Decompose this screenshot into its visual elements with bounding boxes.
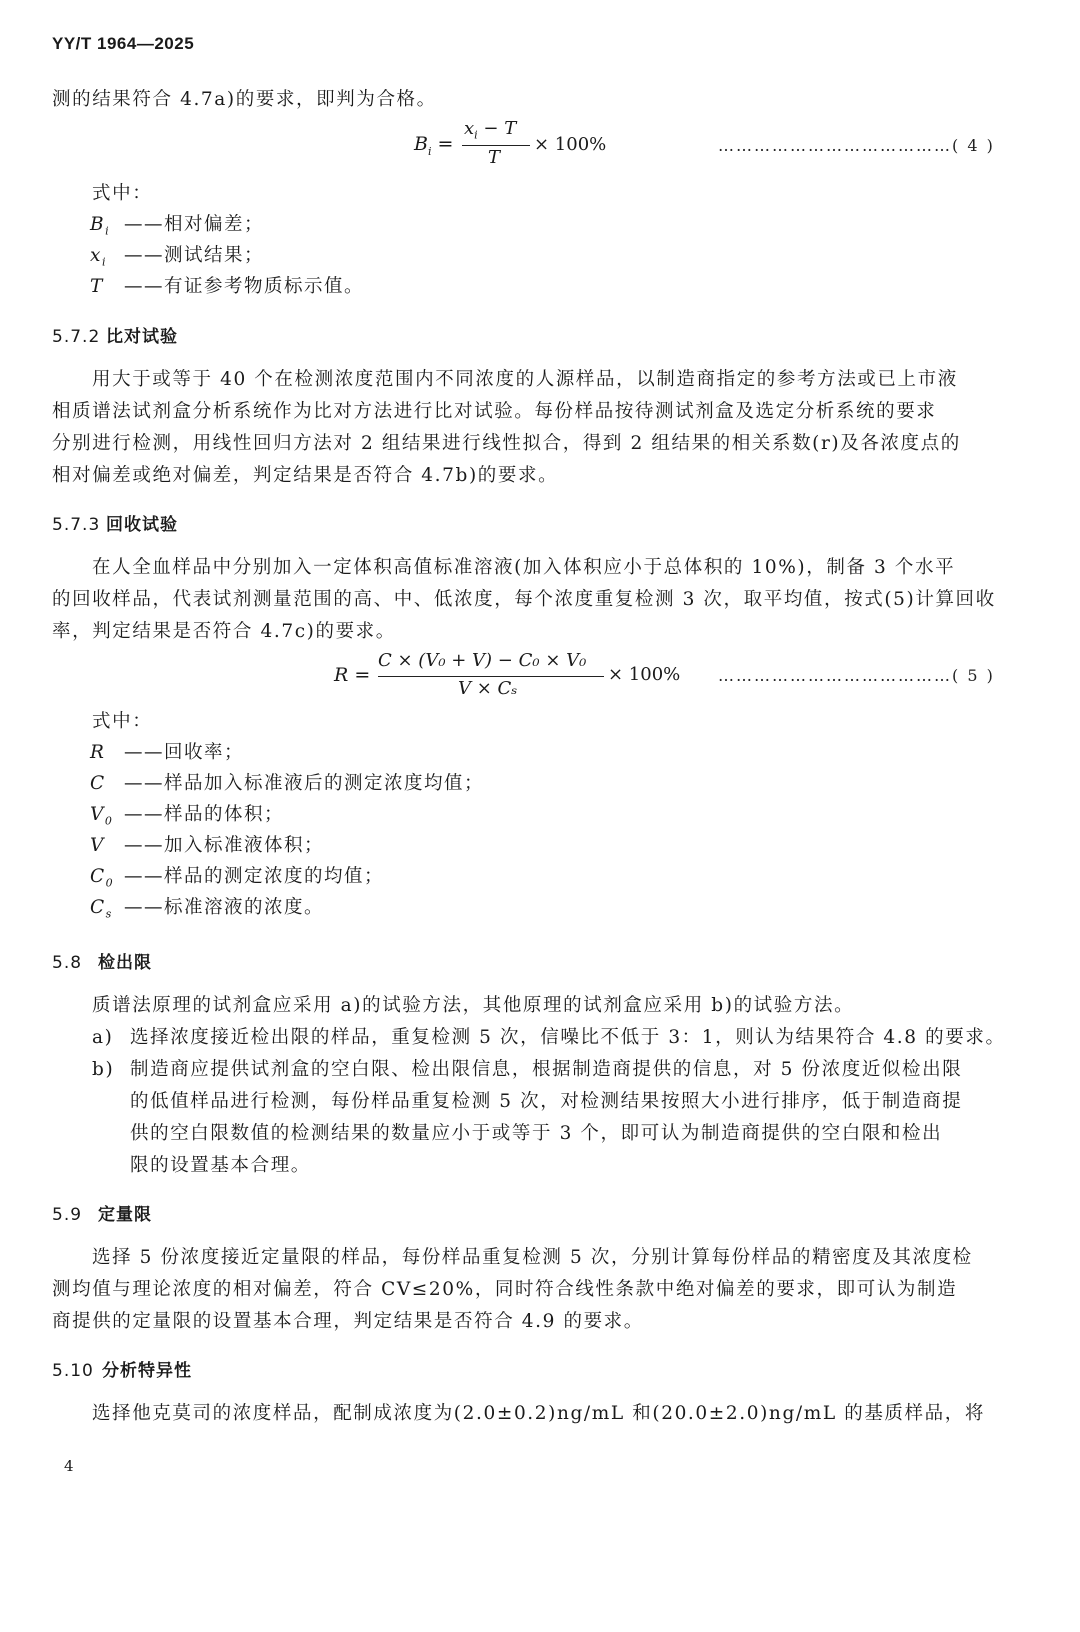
section-heading-5-9: 5.9 定量限 [52, 1205, 152, 1225]
document-code: YY/T 1964—2025 [52, 34, 195, 53]
eq4-denominator: T [488, 147, 501, 168]
eq5-denominator: V × Cₛ [458, 678, 518, 699]
list-item-a: a) 选择浓度接近检出限的样品，重复检测 5 次，信噪比不低于 3：1，则认为结果符合 4.8 的要求。 [92, 1027, 1006, 1048]
where-label-1: 式中： [92, 183, 153, 204]
eq4-number: …………………………………( 4 ) [718, 136, 995, 155]
list-item-b-continued: 限的设置基本合理。 [130, 1155, 311, 1176]
eq4-fraction [462, 118, 530, 172]
eq5-lhs: R = [334, 664, 371, 686]
paragraph-line: 选择 5 份浓度接近定量限的样品，每份样品重复检测 5 次，分别计算每份样品的精密度及其浓度检 [92, 1247, 973, 1268]
def-item: R ——回收率； [90, 742, 245, 763]
section-heading-5-8: 5.8 检出限 [52, 953, 152, 973]
def-item: $C_s$ ——标准溶液的浓度。 [90, 897, 325, 921]
eq4-fraction-bar [462, 145, 530, 146]
paragraph-line: 分别进行检测，用线性回归方法对 2 组结果进行线性拟合，得到 2 组结果的相关系数(r)及各浓度点的 [52, 433, 961, 454]
def-item: C ——样品加入标准液后的测定浓度均值； [90, 773, 485, 794]
section-heading-5-7-2: 5.7.2 比对试验 [52, 327, 178, 347]
eq5-fraction-bar [378, 676, 604, 677]
def-item: $C_0$ ——样品的测定浓度的均值； [90, 866, 385, 890]
eq5-fraction [378, 650, 604, 704]
intro-line: 测的结果符合 4.7a)的要求，即判为合格。 [52, 89, 437, 110]
section-heading-5-10: 5.10 分析特异性 [52, 1361, 192, 1381]
paragraph-line: 商提供的定量限的设置基本合理，判定结果是否符合 4.9 的要求。 [52, 1311, 644, 1332]
paragraph-line: 用大于或等于 40 个在检测浓度范围内不同浓度的人源样品，以制造商指定的参考方法或已上市液 [92, 369, 958, 390]
def-item: $B_i$ ——相对偏差； [90, 214, 265, 238]
paragraph-line: 质谱法原理的试剂盒应采用 a)的试验方法，其他原理的试剂盒应采用 b)的试验方法。 [92, 995, 855, 1016]
def-item: V ——加入标准液体积； [90, 835, 325, 856]
paragraph-line: 的回收样品，代表试剂测量范围的高、中、低浓度，每个浓度重复检测 3 次，取平均值，按式(5)计算回收 [52, 589, 996, 610]
eq5-numerator: C × (V₀ + V) − C₀ × V₀ [378, 650, 587, 671]
eq4-numerator: $x_i - T$ [464, 118, 517, 142]
def-item: T ——有证参考物质标示值。 [90, 276, 365, 297]
list-item-b-continued: 的低值样品进行检测，每份样品重复检测 5 次，对检测结果按照大小进行排序，低于制造商提 [130, 1091, 963, 1112]
paragraph-line: 相对偏差或绝对偏差，判定结果是否符合 4.7b)的要求。 [52, 465, 559, 486]
list-item-b: b) 制造商应提供试剂盒的空白限、检出限信息，根据制造商提供的信息，对 5 份浓度近似检出限 [92, 1059, 963, 1080]
eq5-factor: × 100% [608, 664, 681, 685]
paragraph-line: 选择他克莫司的浓度样品，配制成浓度为(2.0±0.2)ng/mL 和(20.0±2.0)ng/mL 的基质样品，将 [92, 1403, 985, 1424]
eq4-factor: × 100% [534, 134, 607, 155]
paragraph-line: 率，判定结果是否符合 4.7c)的要求。 [52, 621, 396, 642]
eq4-lhs: $B_i$ = [414, 133, 454, 158]
eq5-number: …………………………………( 5 ) [718, 666, 995, 685]
def-item: $x_i$ ——测试结果； [90, 245, 265, 269]
section-heading-5-7-3: 5.7.3 回收试验 [52, 515, 178, 535]
list-item-b-continued: 供的空白限数值的检测结果的数量应小于或等于 3 个，即可认为制造商提供的空白限和检出 [130, 1123, 943, 1144]
paragraph-line: 相质谱法试剂盒分析系统作为比对方法进行比对试验。每份样品按待测试剂盒及选定分析系统的要求 [52, 401, 937, 422]
paragraph-line: 测均值与理论浓度的相对偏差，符合 CV≤20%，同时符合线性条款中绝对偏差的要求，即可认为制造 [52, 1279, 958, 1300]
page-number: 4 [64, 1457, 74, 1475]
paragraph-line: 在人全血样品中分别加入一定体积高值标准溶液(加入体积应小于总体积的 10%)，制备 3 个水平 [92, 557, 956, 578]
where-label-2: 式中： [92, 711, 153, 732]
def-item: $V_0$ ——样品的体积； [90, 804, 285, 828]
